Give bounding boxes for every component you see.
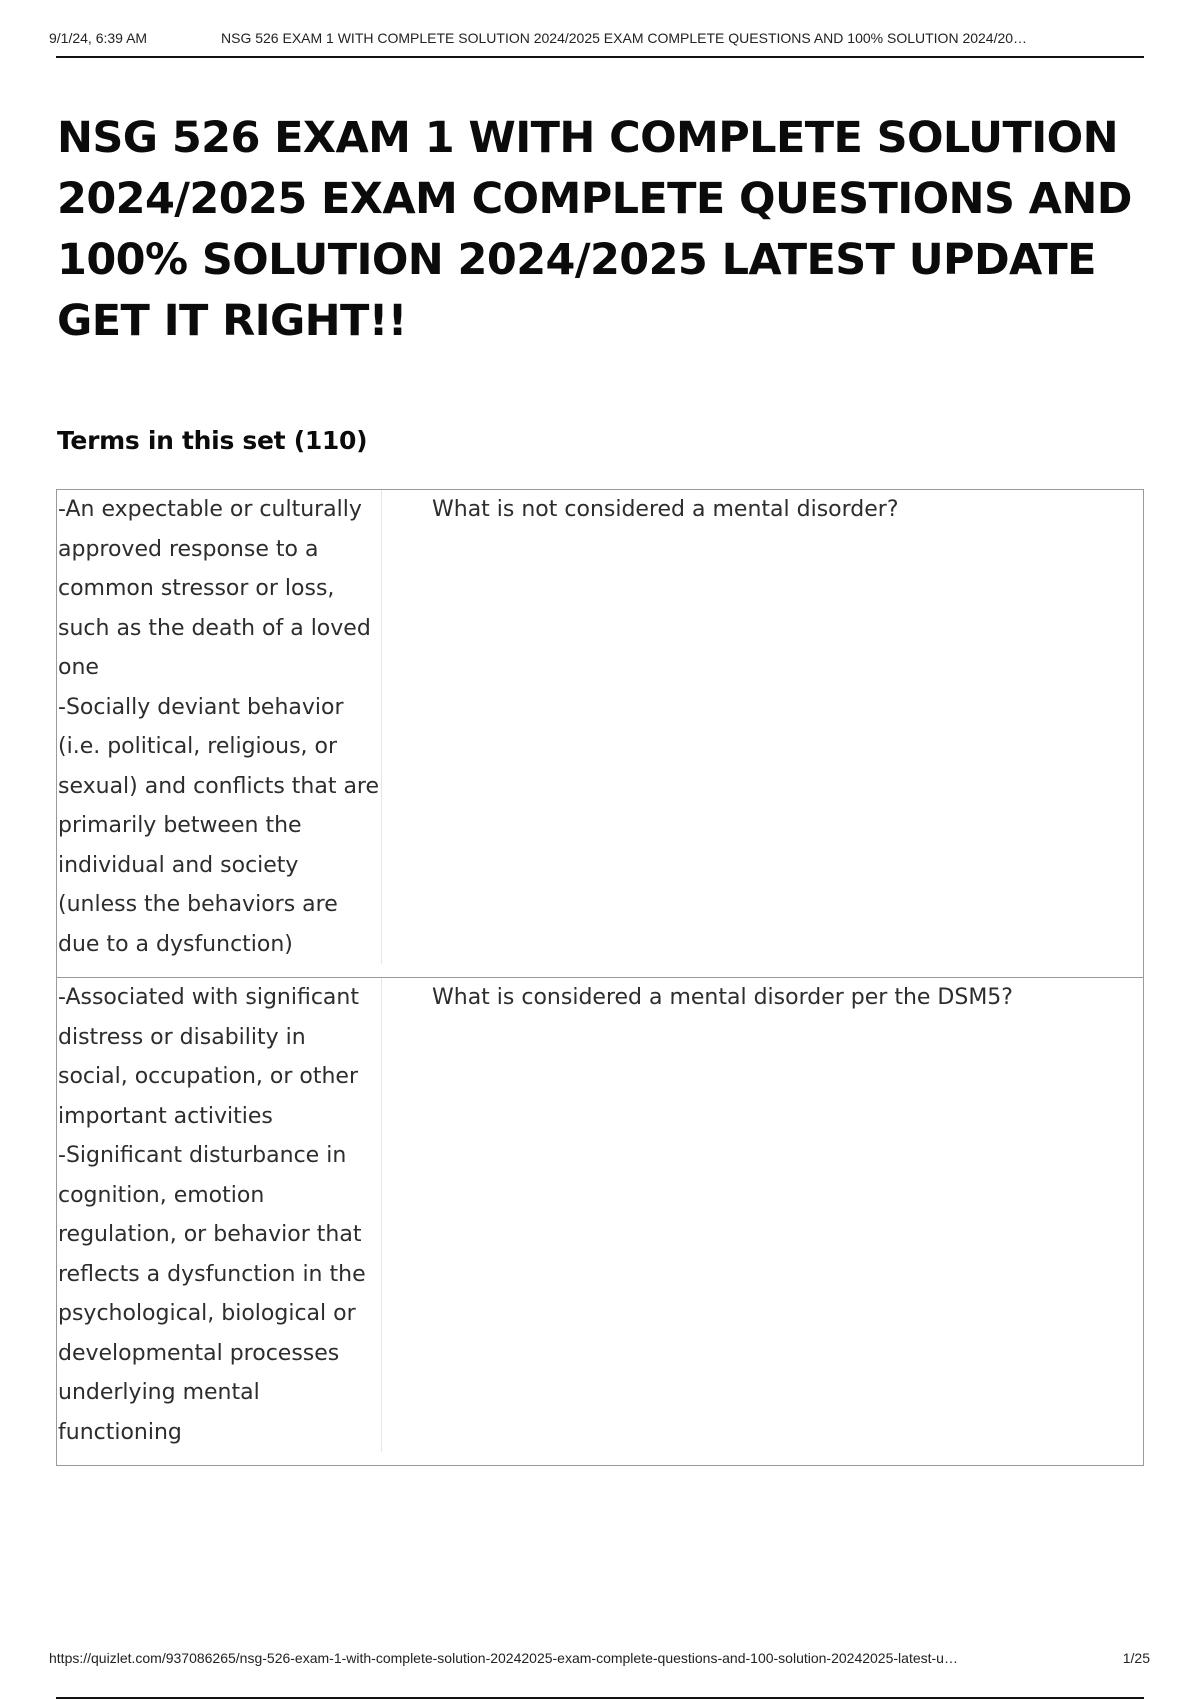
card-definition: What is not considered a mental disorder? <box>432 497 899 522</box>
print-date: 9/1/24, 6:39 AM <box>49 30 148 46</box>
term-card <box>57 490 1143 978</box>
terms-heading: Terms in this set (110) <box>57 426 368 455</box>
card-term: -An expectable or culturally approved response to a common stressor or loss, such as the death of a loved one -Socially deviant behavior (i.e. political, religious, or sexual) and conflicts that are primarily between the individual and society (unless the behaviors are due to a dysfunction) <box>57 490 382 964</box>
card-term: -Associated with significant distress or disability in social, occupation, or other important activities -Significant disturbance in cognition, emotion regulation, or behavior that reflects a dysfunction in the psychological, biological or developmental processes underlying mental functioning <box>57 978 382 1452</box>
footer-divider <box>56 1697 1144 1699</box>
page-url: https://quizlet.com/937086265/nsg-526-exam-1-with-complete-solution-20242025-exam-complete-questions-and-100-solution-20242025-latest-u… <box>49 1650 958 1666</box>
print-document-title: NSG 526 EXAM 1 WITH COMPLETE SOLUTION 2024/2025 EXAM COMPLETE QUESTIONS AND 100% SOLUTION 2024/20… <box>221 30 1028 46</box>
terms-list <box>56 489 1144 1466</box>
header-divider <box>56 56 1144 58</box>
set-title: NSG 526 EXAM 1 WITH COMPLETE SOLUTION 2024/2025 EXAM COMPLETE QUESTIONS AND 100% SOLUTION 2024/2025 LATEST UPDATE GET IT RIGHT!! <box>57 113 1132 346</box>
print-footer <box>49 1650 1152 1672</box>
term-card <box>57 978 1143 1466</box>
card-definition: What is considered a mental disorder per the DSM5? <box>432 985 1013 1010</box>
print-header <box>49 30 1152 54</box>
page-number: 1/25 <box>1122 1650 1150 1666</box>
